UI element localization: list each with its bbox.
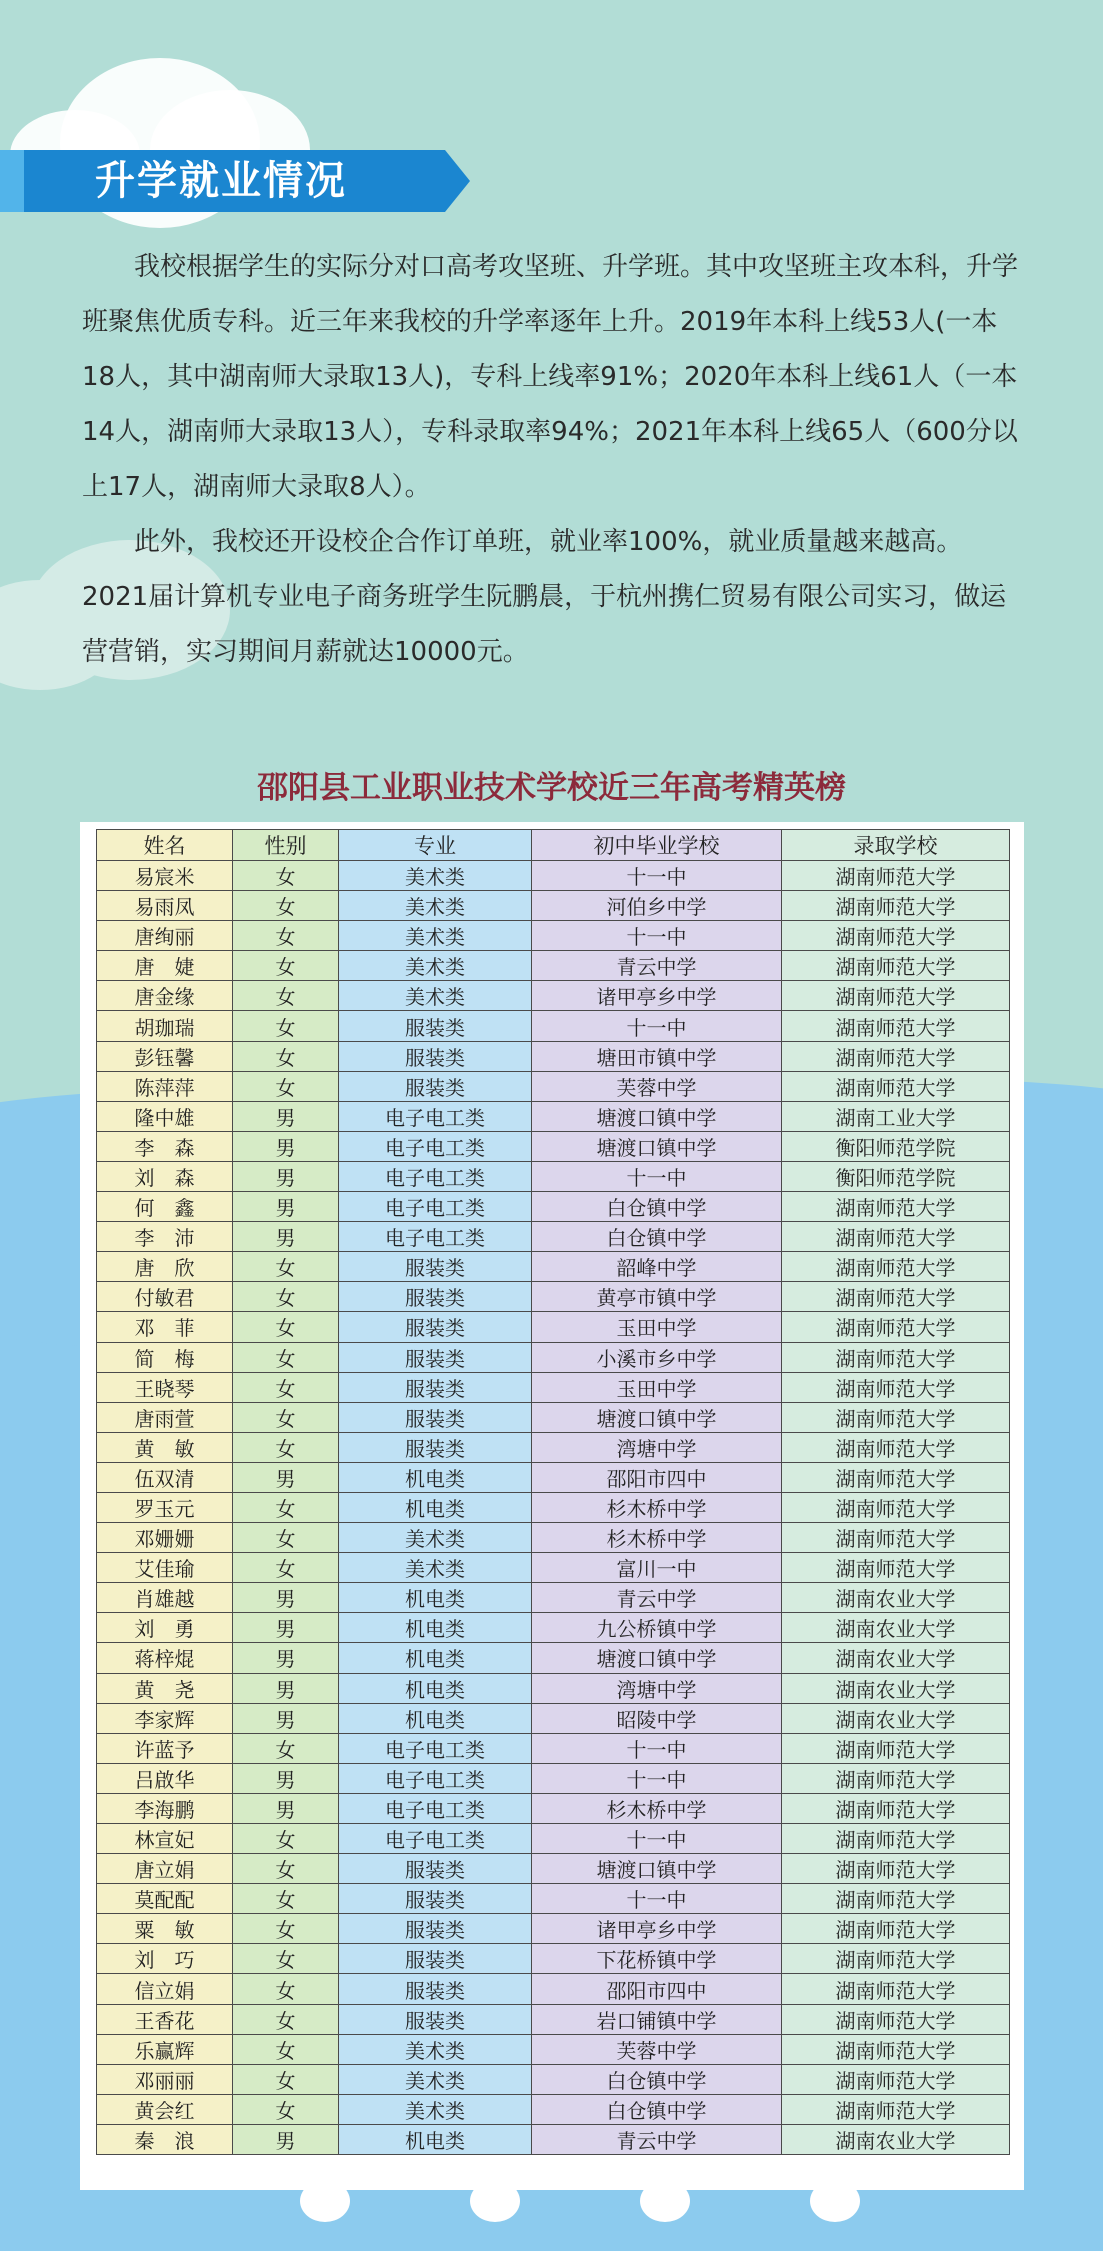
cell-major: 服装类	[339, 1402, 532, 1432]
cell-university: 湖南师范大学	[782, 2034, 1010, 2064]
cell-middle-school: 白仓镇中学	[532, 1192, 782, 1222]
cell-major: 机电类	[339, 1492, 532, 1522]
cell-name: 黄 敏	[97, 1432, 233, 1462]
cell-major: 美术类	[339, 891, 532, 921]
header-middle-school: 初中毕业学校	[532, 830, 782, 861]
cell-name: 李 沛	[97, 1222, 233, 1252]
cell-major: 服装类	[339, 1944, 532, 1974]
header-major: 专业	[339, 830, 532, 861]
cell-middle-school: 玉田中学	[532, 1312, 782, 1342]
cell-gender: 女	[233, 2034, 339, 2064]
header-university: 录取学校	[782, 830, 1010, 861]
cell-gender: 女	[233, 981, 339, 1011]
cell-major: 机电类	[339, 2124, 532, 2154]
cell-major: 服装类	[339, 1884, 532, 1914]
table-row	[97, 1462, 1010, 1492]
cell-gender: 男	[233, 1131, 339, 1161]
cell-major: 机电类	[339, 1703, 532, 1733]
cell-name: 艾佳瑜	[97, 1553, 233, 1583]
cell-gender: 女	[233, 1914, 339, 1944]
cell-middle-school: 塘渡口镇中学	[532, 1854, 782, 1884]
table-row	[97, 2094, 1010, 2124]
cell-gender: 女	[233, 921, 339, 951]
cell-gender: 女	[233, 2064, 339, 2094]
cell-gender: 女	[233, 1884, 339, 1914]
cell-university: 湖南农业大学	[782, 1643, 1010, 1673]
table-row	[97, 1733, 1010, 1763]
cell-major: 电子电工类	[339, 1131, 532, 1161]
cell-gender: 女	[233, 1854, 339, 1884]
table-row	[97, 1583, 1010, 1613]
cell-gender: 女	[233, 1432, 339, 1462]
cell-gender: 男	[233, 1703, 339, 1733]
cell-name: 唐金缘	[97, 981, 233, 1011]
cell-middle-school: 昭陵中学	[532, 1703, 782, 1733]
elite-list-table	[96, 829, 1010, 2155]
cell-name: 邓姗姗	[97, 1523, 233, 1553]
table-row	[97, 1914, 1010, 1944]
cell-name: 肖雄越	[97, 1583, 233, 1613]
cell-major: 服装类	[339, 1974, 532, 2004]
cell-major: 电子电工类	[339, 1793, 532, 1823]
cell-middle-school: 富川一中	[532, 1553, 782, 1583]
cell-major: 服装类	[339, 1342, 532, 1372]
cell-gender: 女	[233, 1252, 339, 1282]
cell-gender: 女	[233, 1523, 339, 1553]
cell-university: 湖南师范大学	[782, 1342, 1010, 1372]
balloon-decoration	[810, 2180, 860, 2222]
cell-middle-school: 小溪市乡中学	[532, 1342, 782, 1372]
cell-name: 唐 婕	[97, 951, 233, 981]
table-row	[97, 1282, 1010, 1312]
cell-major: 电子电工类	[339, 1192, 532, 1222]
cell-middle-school: 塘渡口镇中学	[532, 1101, 782, 1131]
cell-name: 信立娟	[97, 1974, 233, 2004]
cell-university: 湖南师范大学	[782, 1763, 1010, 1793]
banner-accent	[0, 150, 24, 212]
cell-university: 湖南农业大学	[782, 2124, 1010, 2154]
cell-gender: 女	[233, 1944, 339, 1974]
cell-university: 湖南师范大学	[782, 1312, 1010, 1342]
cell-middle-school: 十一中	[532, 1011, 782, 1041]
cell-name: 黄 尧	[97, 1673, 233, 1703]
section-title: 升学就业情况	[95, 158, 347, 204]
cell-major: 美术类	[339, 921, 532, 951]
cell-major: 美术类	[339, 951, 532, 981]
table-row	[97, 1613, 1010, 1643]
table-row	[97, 921, 1010, 951]
cell-gender: 女	[233, 1342, 339, 1372]
cell-name: 隆中雄	[97, 1101, 233, 1131]
cell-major: 服装类	[339, 1914, 532, 1944]
cell-gender: 男	[233, 1613, 339, 1643]
cell-name: 刘 森	[97, 1161, 233, 1191]
cell-university: 湖南师范大学	[782, 1252, 1010, 1282]
cell-major: 服装类	[339, 1011, 532, 1041]
table-row	[97, 1342, 1010, 1372]
cell-middle-school: 芙蓉中学	[532, 1071, 782, 1101]
cell-middle-school: 白仓镇中学	[532, 2094, 782, 2124]
table-row	[97, 1884, 1010, 1914]
cell-major: 服装类	[339, 2004, 532, 2034]
cell-middle-school: 塘渡口镇中学	[532, 1131, 782, 1161]
cell-middle-school: 白仓镇中学	[532, 2064, 782, 2094]
cell-university: 湖南师范大学	[782, 1402, 1010, 1432]
table-row	[97, 1492, 1010, 1522]
cell-middle-school: 邵阳市四中	[532, 1462, 782, 1492]
cell-name: 刘 勇	[97, 1613, 233, 1643]
cell-gender: 女	[233, 951, 339, 981]
table-row	[97, 1944, 1010, 1974]
table-row	[97, 1312, 1010, 1342]
cell-gender: 女	[233, 861, 339, 891]
table-row	[97, 1974, 1010, 2004]
cell-name: 秦 浪	[97, 2124, 233, 2154]
cell-gender: 女	[233, 1553, 339, 1583]
cell-name: 王晓琴	[97, 1372, 233, 1402]
cell-name: 邓 菲	[97, 1312, 233, 1342]
cell-name: 胡珈瑞	[97, 1011, 233, 1041]
cell-university: 湖南农业大学	[782, 1673, 1010, 1703]
cell-university: 湖南师范大学	[782, 1793, 1010, 1823]
cell-middle-school: 湾塘中学	[532, 1432, 782, 1462]
cell-major: 服装类	[339, 1432, 532, 1462]
table-row	[97, 1071, 1010, 1101]
cell-middle-school: 十一中	[532, 1733, 782, 1763]
cell-university: 湖南师范大学	[782, 1372, 1010, 1402]
cell-gender: 男	[233, 1643, 339, 1673]
cell-middle-school: 白仓镇中学	[532, 1222, 782, 1252]
cell-middle-school: 诸甲亭乡中学	[532, 981, 782, 1011]
table-row	[97, 1763, 1010, 1793]
table-row	[97, 1432, 1010, 1462]
cell-name: 粟 敏	[97, 1914, 233, 1944]
cell-name: 罗玉元	[97, 1492, 233, 1522]
table-row	[97, 2004, 1010, 2034]
intro-paragraph-2: 此外，我校还开设校企合作订单班，就业率100%，就业质量越来越高。2021届计算机专业电子商务班学生阮鹏晨，于杭州携仁贸易有限公司实习，做运营营销，实习期间月薪就达10000元。	[82, 527, 1007, 667]
cell-university: 湖南师范大学	[782, 1192, 1010, 1222]
cell-name: 易宸米	[97, 861, 233, 891]
cell-gender: 男	[233, 1673, 339, 1703]
cell-middle-school: 杉木桥中学	[532, 1492, 782, 1522]
cell-university: 湖南师范大学	[782, 861, 1010, 891]
cell-major: 美术类	[339, 981, 532, 1011]
table-row	[97, 951, 1010, 981]
table-row	[97, 2034, 1010, 2064]
cell-university: 湖南师范大学	[782, 1974, 1010, 2004]
cell-university: 湖南师范大学	[782, 1553, 1010, 1583]
cell-middle-school: 河伯乡中学	[532, 891, 782, 921]
cell-university: 湖南师范大学	[782, 1282, 1010, 1312]
cell-gender: 女	[233, 2004, 339, 2034]
cell-name: 刘 巧	[97, 1944, 233, 1974]
cell-university: 湖南师范大学	[782, 2094, 1010, 2124]
cell-name: 唐 欣	[97, 1252, 233, 1282]
cell-university: 湖南师范大学	[782, 1222, 1010, 1252]
cell-major: 电子电工类	[339, 1733, 532, 1763]
cell-middle-school: 十一中	[532, 1824, 782, 1854]
table-row	[97, 1553, 1010, 1583]
cell-university: 湖南师范大学	[782, 921, 1010, 951]
cell-middle-school: 杉木桥中学	[532, 1793, 782, 1823]
cell-major: 机电类	[339, 1583, 532, 1613]
cell-middle-school: 十一中	[532, 861, 782, 891]
cell-name: 简 梅	[97, 1342, 233, 1372]
cell-gender: 男	[233, 1222, 339, 1252]
table-row	[97, 891, 1010, 921]
cell-middle-school: 塘渡口镇中学	[532, 1402, 782, 1432]
cell-name: 乐赢辉	[97, 2034, 233, 2064]
cell-middle-school: 黄亭市镇中学	[532, 1282, 782, 1312]
cell-middle-school: 九公桥镇中学	[532, 1613, 782, 1643]
cell-major: 机电类	[339, 1462, 532, 1492]
table-row	[97, 1041, 1010, 1071]
table-body	[97, 861, 1010, 2155]
cell-major: 电子电工类	[339, 1161, 532, 1191]
cell-middle-school: 玉田中学	[532, 1372, 782, 1402]
cell-middle-school: 杉木桥中学	[532, 1523, 782, 1553]
cell-name: 邓丽丽	[97, 2064, 233, 2094]
cell-middle-school: 下花桥镇中学	[532, 1944, 782, 1974]
cell-university: 湖南农业大学	[782, 1583, 1010, 1613]
cell-middle-school: 十一中	[532, 1763, 782, 1793]
cell-middle-school: 塘田市镇中学	[532, 1041, 782, 1071]
cell-name: 伍双清	[97, 1462, 233, 1492]
cell-gender: 女	[233, 1282, 339, 1312]
cell-name: 陈萍萍	[97, 1071, 233, 1101]
cell-university: 湖南工业大学	[782, 1101, 1010, 1131]
cell-university: 湖南师范大学	[782, 1011, 1010, 1041]
intro-text	[82, 240, 1022, 680]
balloon-decoration	[640, 2180, 690, 2222]
cell-middle-school: 塘渡口镇中学	[532, 1643, 782, 1673]
cell-university: 湖南师范大学	[782, 1071, 1010, 1101]
cell-name: 何 鑫	[97, 1192, 233, 1222]
cell-middle-school: 青云中学	[532, 951, 782, 981]
table-row	[97, 1192, 1010, 1222]
intro-paragraph-1: 我校根据学生的实际分对口高考攻坚班、升学班。其中攻坚班主攻本科，升学班聚焦优质专科。近三年来我校的升学率逐年上升。2019年本科上线53人(一本18人，其中湖南师大录取13人)，专科上线率91%；2020年本科上线61人（一本14人，湖南师大录取13人），专科录取率94%；2021年本科上线65人（600分以上17人，湖南师大录取8人）。	[82, 252, 1019, 502]
table-row	[97, 1222, 1010, 1252]
cell-university: 湖南师范大学	[782, 1432, 1010, 1462]
cell-gender: 女	[233, 2094, 339, 2124]
cell-university: 衡阳师范学院	[782, 1161, 1010, 1191]
header-name: 姓名	[97, 830, 233, 861]
cell-university: 湖南师范大学	[782, 1824, 1010, 1854]
cell-middle-school: 韶峰中学	[532, 1252, 782, 1282]
cell-university: 湖南农业大学	[782, 1613, 1010, 1643]
cell-major: 服装类	[339, 1071, 532, 1101]
table-row	[97, 1131, 1010, 1161]
table-title: 邵阳县工业职业技术学校近三年高考精英榜	[257, 770, 846, 806]
table-row	[97, 1643, 1010, 1673]
cell-gender: 男	[233, 1161, 339, 1191]
cell-university: 湖南师范大学	[782, 2004, 1010, 2034]
cell-gender: 女	[233, 1492, 339, 1522]
cell-name: 黄会红	[97, 2094, 233, 2124]
table-row	[97, 2064, 1010, 2094]
cell-university: 湖南师范大学	[782, 1523, 1010, 1553]
table-row	[97, 1793, 1010, 1823]
table-row	[97, 1372, 1010, 1402]
cell-major: 服装类	[339, 1041, 532, 1071]
table-row	[97, 1673, 1010, 1703]
cell-gender: 男	[233, 1192, 339, 1222]
cell-middle-school: 青云中学	[532, 2124, 782, 2154]
cell-name: 彭钰馨	[97, 1041, 233, 1071]
cell-major: 美术类	[339, 861, 532, 891]
table-row	[97, 861, 1010, 891]
cell-gender: 男	[233, 1583, 339, 1613]
cell-gender: 女	[233, 1372, 339, 1402]
cell-university: 湖南师范大学	[782, 2064, 1010, 2094]
table-row	[97, 1703, 1010, 1733]
header-gender: 性别	[233, 830, 339, 861]
cell-major: 电子电工类	[339, 1763, 532, 1793]
cell-middle-school: 诸甲亭乡中学	[532, 1914, 782, 1944]
cell-major: 服装类	[339, 1312, 532, 1342]
table-row	[97, 1161, 1010, 1191]
cell-major: 美术类	[339, 2034, 532, 2064]
cell-major: 美术类	[339, 2064, 532, 2094]
cell-gender: 男	[233, 1462, 339, 1492]
cell-middle-school: 十一中	[532, 921, 782, 951]
cell-gender: 女	[233, 1312, 339, 1342]
cell-name: 李海鹏	[97, 1793, 233, 1823]
cell-university: 湖南师范大学	[782, 891, 1010, 921]
balloon-decoration	[470, 2180, 520, 2222]
balloon-decoration	[300, 2180, 350, 2222]
cell-name: 唐立娟	[97, 1854, 233, 1884]
table-row	[97, 981, 1010, 1011]
cell-major: 电子电工类	[339, 1101, 532, 1131]
cell-university: 湖南师范大学	[782, 981, 1010, 1011]
table-header-row	[97, 830, 1010, 861]
cell-gender: 女	[233, 1402, 339, 1432]
cell-gender: 男	[233, 1763, 339, 1793]
cell-name: 许蓝予	[97, 1733, 233, 1763]
cell-gender: 女	[233, 1974, 339, 2004]
cell-name: 付敏君	[97, 1282, 233, 1312]
table-row	[97, 1101, 1010, 1131]
cell-gender: 男	[233, 1101, 339, 1131]
cell-name: 吕啟华	[97, 1763, 233, 1793]
cell-university: 湖南师范大学	[782, 1733, 1010, 1763]
cell-university: 湖南师范大学	[782, 1944, 1010, 1974]
cell-name: 李 森	[97, 1131, 233, 1161]
cell-middle-school: 岩口铺镇中学	[532, 2004, 782, 2034]
cell-name: 唐绚丽	[97, 921, 233, 951]
cell-major: 服装类	[339, 1252, 532, 1282]
cell-major: 机电类	[339, 1643, 532, 1673]
cell-major: 服装类	[339, 1372, 532, 1402]
table-row	[97, 1011, 1010, 1041]
cell-university: 湖南师范大学	[782, 951, 1010, 981]
cell-major: 服装类	[339, 1854, 532, 1884]
cell-middle-school: 十一中	[532, 1884, 782, 1914]
table-row	[97, 1824, 1010, 1854]
cell-gender: 男	[233, 1793, 339, 1823]
table-row	[97, 1854, 1010, 1884]
cell-university: 衡阳师范学院	[782, 1131, 1010, 1161]
table-row	[97, 1252, 1010, 1282]
cell-gender: 女	[233, 1011, 339, 1041]
table-row	[97, 2124, 1010, 2154]
cell-name: 唐雨萱	[97, 1402, 233, 1432]
cell-major: 电子电工类	[339, 1222, 532, 1252]
table-row	[97, 1523, 1010, 1553]
cell-university: 湖南师范大学	[782, 1854, 1010, 1884]
cell-name: 王香花	[97, 2004, 233, 2034]
cell-university: 湖南师范大学	[782, 1041, 1010, 1071]
cell-major: 服装类	[339, 1282, 532, 1312]
cell-major: 电子电工类	[339, 1824, 532, 1854]
cell-middle-school: 邵阳市四中	[532, 1974, 782, 2004]
cell-university: 湖南师范大学	[782, 1884, 1010, 1914]
cell-gender: 女	[233, 1041, 339, 1071]
cell-name: 易雨凤	[97, 891, 233, 921]
cell-name: 林宣妃	[97, 1824, 233, 1854]
cell-gender: 女	[233, 1824, 339, 1854]
cell-major: 美术类	[339, 2094, 532, 2124]
cell-major: 美术类	[339, 1523, 532, 1553]
cell-name: 李家辉	[97, 1703, 233, 1733]
cell-middle-school: 湾塘中学	[532, 1673, 782, 1703]
cell-gender: 女	[233, 891, 339, 921]
cell-middle-school: 青云中学	[532, 1583, 782, 1613]
cell-middle-school: 芙蓉中学	[532, 2034, 782, 2064]
cell-gender: 男	[233, 2124, 339, 2154]
cell-university: 湖南师范大学	[782, 1492, 1010, 1522]
cell-name: 莫配配	[97, 1884, 233, 1914]
cell-gender: 女	[233, 1071, 339, 1101]
cell-major: 美术类	[339, 1553, 532, 1583]
cell-gender: 女	[233, 1733, 339, 1763]
cell-name: 蒋梓焜	[97, 1643, 233, 1673]
cell-major: 机电类	[339, 1673, 532, 1703]
cell-university: 湖南农业大学	[782, 1703, 1010, 1733]
cell-university: 湖南师范大学	[782, 1462, 1010, 1492]
cell-university: 湖南师范大学	[782, 1914, 1010, 1944]
table-row	[97, 1402, 1010, 1432]
cell-middle-school: 十一中	[532, 1161, 782, 1191]
cell-major: 机电类	[339, 1613, 532, 1643]
